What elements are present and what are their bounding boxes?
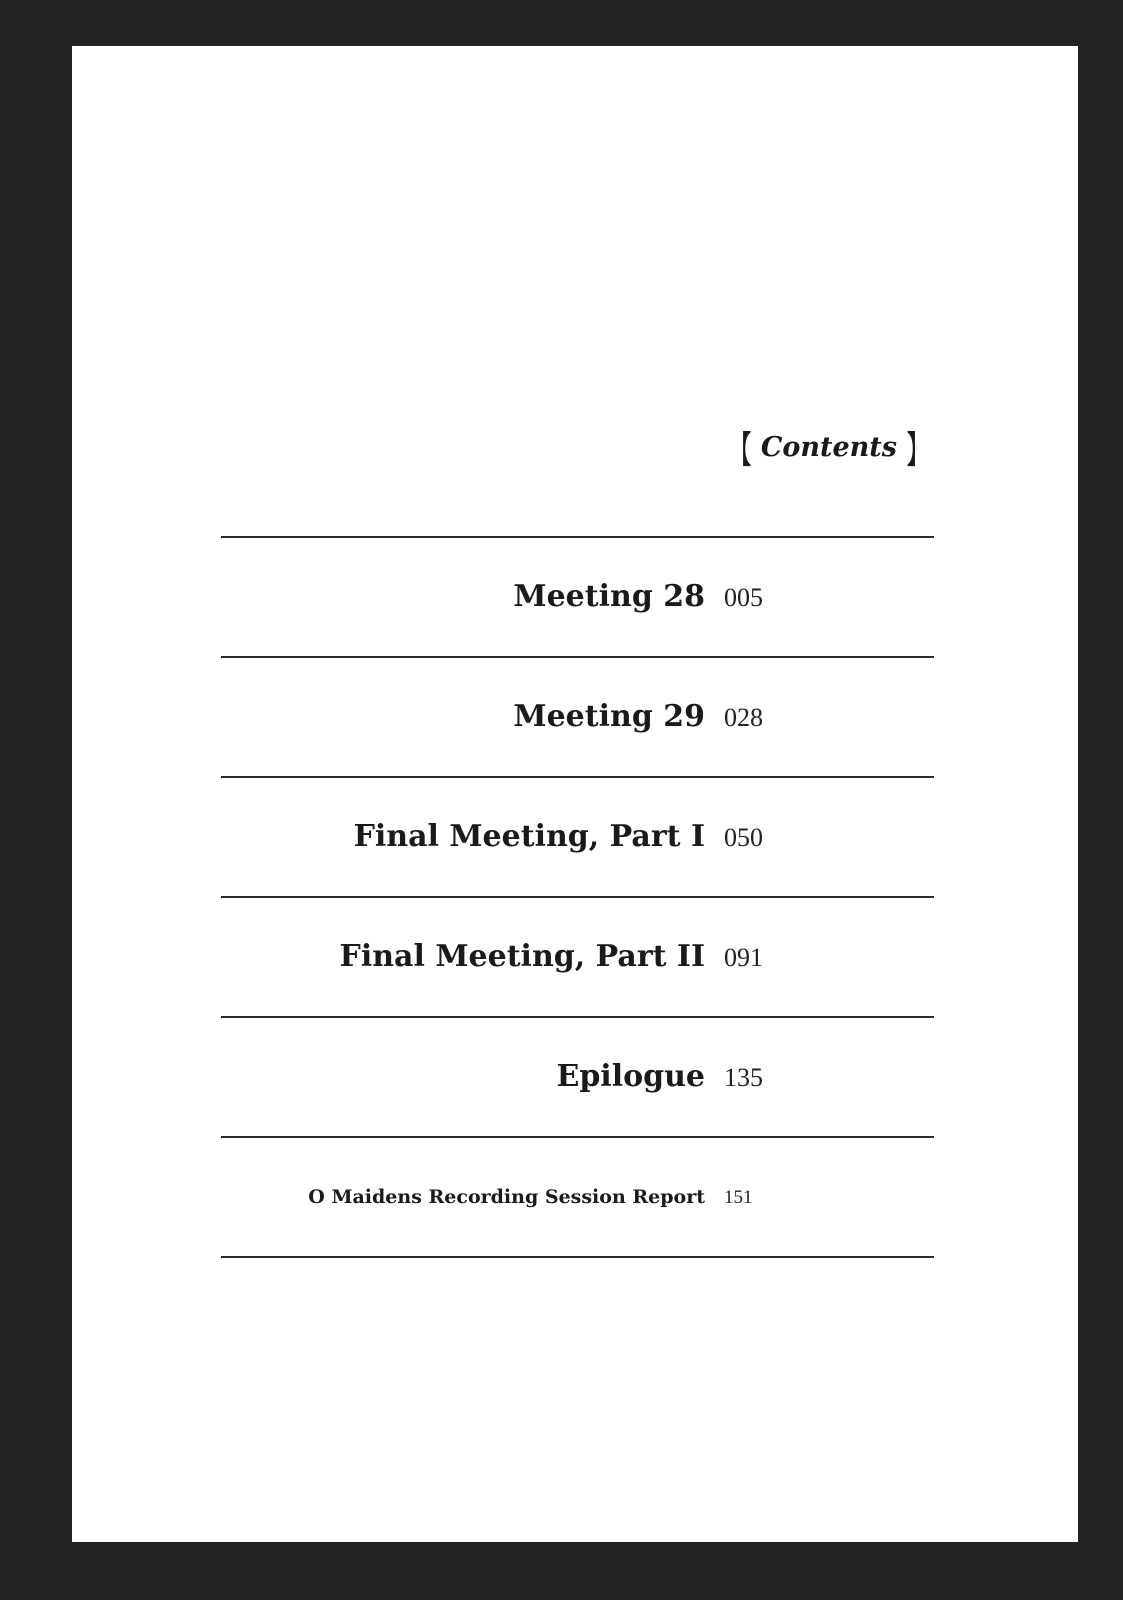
heading-title: Contents [760, 432, 897, 463]
toc-entry-page: 028 [724, 703, 763, 732]
toc-entry-epilogue[interactable] [221, 1016, 934, 1136]
toc-entry-page: 151 [724, 1187, 753, 1208]
toc-entry-page: 091 [724, 943, 763, 972]
toc-entry-title: Final Meeting, Part I [353, 819, 705, 854]
toc-entry-meeting-28[interactable] [221, 536, 934, 656]
toc-entry-final-meeting-part-2[interactable] [221, 896, 934, 1016]
toc-entry-page: 135 [724, 1063, 763, 1092]
heading-open-bracket: 【 [730, 430, 751, 471]
heading-close-bracket: 】 [907, 430, 927, 471]
book-page [72, 46, 1078, 1542]
toc-entry-title: Meeting 28 [513, 579, 705, 614]
toc-entry-title: O Maidens Recording Session Report [308, 1186, 705, 1208]
toc-entry-page: 005 [724, 583, 763, 612]
toc-entry-title: Final Meeting, Part II [339, 939, 705, 974]
toc-entry-page: 050 [724, 823, 763, 852]
contents-heading [72, 422, 935, 473]
toc-entry-title: Epilogue [556, 1059, 705, 1094]
toc-entry-recording-session-report[interactable] [221, 1136, 934, 1258]
table-of-contents [221, 536, 934, 1258]
toc-entry-title: Meeting 29 [513, 699, 705, 734]
toc-entry-final-meeting-part-1[interactable] [221, 776, 934, 896]
toc-entry-meeting-29[interactable] [221, 656, 934, 776]
